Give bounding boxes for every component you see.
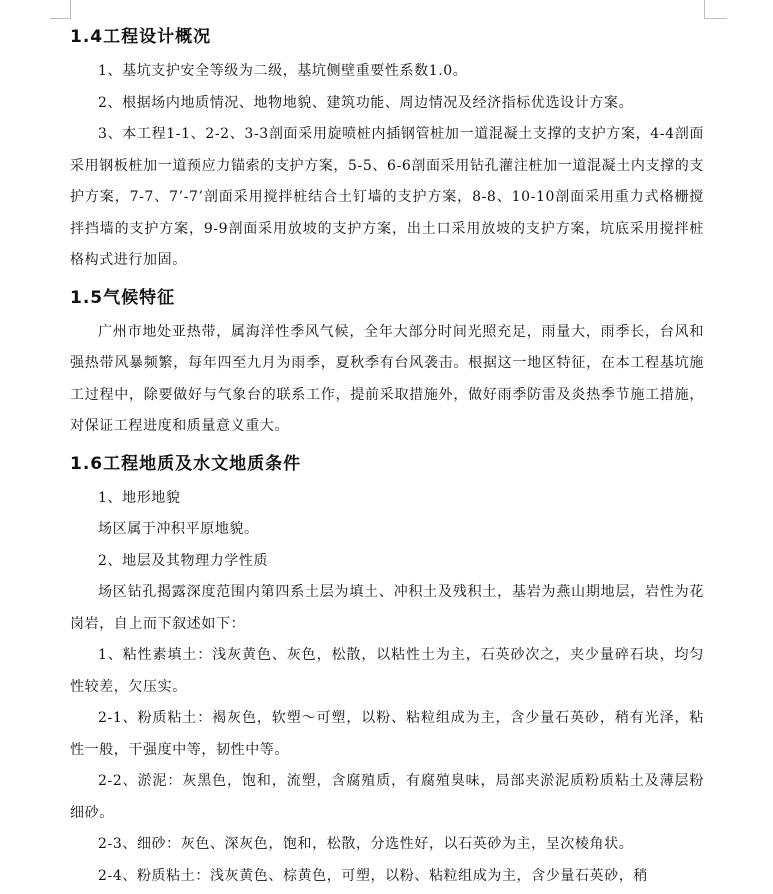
- section-heading: 1.4工程设计概况: [70, 27, 212, 47]
- paragraph: 1、基坑支护安全等级为二级，基坑侧壁重要性系数1.0。: [98, 63, 468, 79]
- paragraph: 2-3、细砂：灰色、深灰色，饱和，松散，分选性好，以石英砂为主，呈次棱角状。: [98, 836, 634, 852]
- section-heading: 1.6工程地质及水文地质条件: [70, 453, 302, 474]
- section-heading: 1.5气候特征: [70, 287, 176, 308]
- section-geology: [70, 449, 704, 893]
- paragraph: 2-1、粉质粘土：褐灰色，软塑～可塑，以粉、粘粒组成为主，含少量石英砂，稍有光泽，粘性一般，干强度中等，韧性中等。: [70, 710, 704, 758]
- paragraph: 2-2、淤泥：灰黑色，饱和，流塑，含腐殖质，有腐殖臭味，局部夹淤泥质粉质粘土及薄层粉细砂。: [70, 773, 704, 821]
- paragraph: 2-4、粉质粘土：浅灰黄色、棕黄色，可塑，以粉、粘粒组成为主，含少量石英砂，稍: [98, 867, 648, 884]
- paragraph: 广州市地处亚热带，属海洋性季风气候，全年大部分时间光照充足，雨量大，雨季长，台风和强热带风暴频繁，每年四至九月为雨季，夏秋季有台风袭击。根据这一地区特征，在本工程基坑施工过程中，除要做好与气象台的联系工作，提前采取措施外，做好雨季防雷及炎热季节施工措施，对保证工程进度和质量意义重大。: [70, 323, 704, 434]
- paragraph: 场区属于冲积平原地貌。: [98, 521, 259, 537]
- paragraph: 3、本工程1-1、2-2、3-3剖面采用旋喷桩内插钢管桩加一道混凝土支撑的支护方案，4-4剖面采用钢板桩加一道预应力锚索的支护方案，5-5、6-6剖面采用钻孔灌注桩加一道混凝土内支撑的支护方案，7-7、7’-7’剖面采用搅拌桩结合土钉墙的支护方案，8-8、10-10剖面采用重力式格栅搅拌挡墙的支护方案，9-9剖面采用放坡的支护方案，出土口采用放坡的支护方案，坑底采用搅拌桩格构式进行加固。: [70, 126, 704, 268]
- page-corner-mark-top-left: [50, 0, 71, 19]
- paragraph: 2、地层及其物理力学性质: [98, 552, 269, 569]
- paragraph: 1、粘性素填土：浅灰黄色、灰色，松散，以粘性土为主，石英砂次之，夹少量碎石块，均匀性较差，欠压实。: [70, 647, 704, 695]
- paragraph: 1、地形地貌: [98, 489, 181, 506]
- document-page: [70, 22, 704, 894]
- section-climate: [70, 283, 704, 443]
- page-corner-mark-top-right: [704, 0, 727, 19]
- paragraph: 场区钻孔揭露深度范围内第四系土层为填土、冲积土及残积土，基岩为燕山期地层，岩性为花岗岩，自上而下叙述如下：: [70, 584, 704, 632]
- paragraph: 2、根据场内地质情况、地物地貌、建筑功能、周边情况及经济指标优选设计方案。: [98, 94, 634, 111]
- section-design-overview: [70, 22, 704, 277]
